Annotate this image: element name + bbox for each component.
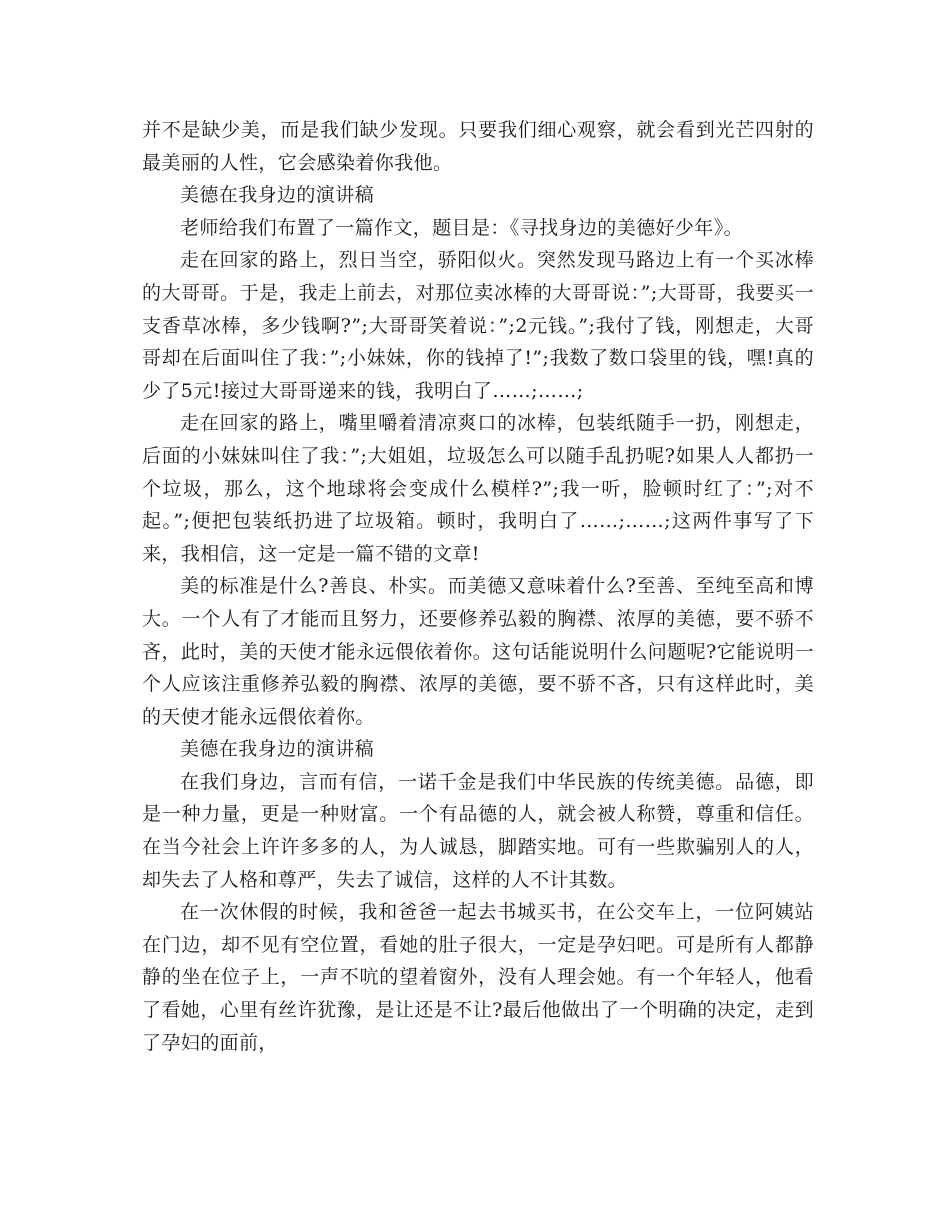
paragraph: 走在回家的路上，烈日当空，骄阳似火。突然发现马路边上有一个买冰棒的大哥哥。于是，我走上前去，对那位卖冰棒的大哥哥说：”;大哥哥，我要买一支香草冰棒，多少钱啊?”;大哥哥笑着说：”;2元钱。”;我付了钱，刚想走，大哥哥却在后面叫住了我：”;小妹妹，你的钱掉了!”;我数了数口袋里的钱，嘿!真的少了5元!接过大哥哥递来的钱，我明白了……;……;: [142, 249, 814, 402]
paragraph: 走在回家的路上，嘴里嚼着清凉爽口的冰棒，包装纸随手一扔，刚想走，后面的小妹妹叫住了我：”;大姐姐，垃圾怎么可以随手乱扔呢?如果人人都扔一个垃圾，那么，这个地球将会变成什么模样?”;我一听，脸顿时红了：”;对不起。”;便把包装纸扔进了垃圾箱。顿时，我明白了……;……;这两件事写了下来，我相信，这一定是一篇不错的文章!: [142, 412, 814, 565]
paragraph: 并不是缺少美，而是我们缺少发现。只要我们细心观察，就会看到光芒四射的最美丽的人性，它会感染着你我他。: [142, 119, 814, 174]
paragraph: 美的标准是什么?善良、朴实。而美德又意味着什么?至善、至纯至高和博大。一个人有了才能而且努力，还要修养弘毅的胸襟、浓厚的美德，要不骄不吝，此时，美的天使才能永远偎依着你。这句话能说明什么问题呢?它能说明一个人应该注重修养弘毅的胸襟、浓厚的美德，要不骄不吝，只有这样此时，美的天使才能永远偎依着你。: [142, 575, 814, 728]
document-page: [142, 114, 814, 1059]
section-heading: 美德在我身边的演讲稿: [180, 738, 375, 761]
paragraph: 在我们身边，言而有信，一诺千金是我们中华民族的传统美德。品德，即是一种力量，更是一种财富。一个有品德的人，就会被人称赞，尊重和信任。在当今社会上许许多多的人，为人诚恳，脚踏实地。可有一些欺骗别人的人，却失去了人格和尊严，失去了诚信，这样的人不计其数。: [142, 770, 814, 891]
paragraph: 在一次休假的时候，我和爸爸一起去书城买书，在公交车上，一位阿姨站在门边，却不见有空位置，看她的肚子很大，一定是孕妇吧。可是所有人都静静的坐在位子上，一声不吭的望着窗外，没有人理会她。有一个年轻人，他看了看她，心里有丝许犹豫，是让还是不让?最后他做出了一个明确的决定，走到了孕妇的面前，: [142, 901, 814, 1054]
section-heading: 美德在我身边的演讲稿: [180, 184, 375, 207]
paragraph: 老师给我们布置了一篇作文，题目是：《寻找身边的美德好少年》。: [180, 216, 744, 239]
